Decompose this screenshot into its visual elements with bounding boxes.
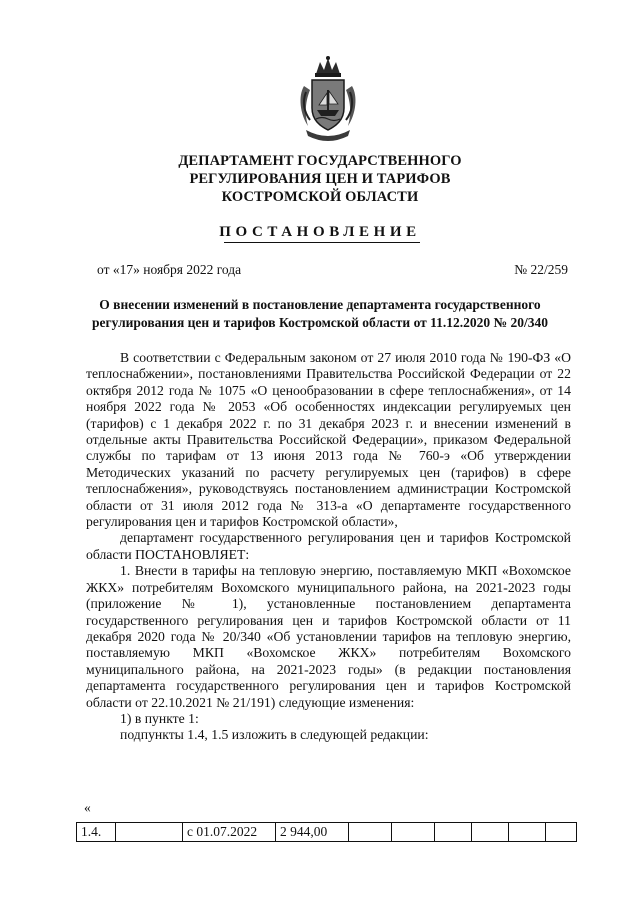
document-type-heading: ПОСТАНОВЛЕНИЕ	[219, 224, 421, 240]
clause-1-subitems-intro: подпункты 1.4, 1.5 изложить в следующей редакции:	[120, 727, 429, 743]
clause-1-item-1: 1) в пункте 1:	[120, 710, 199, 726]
document-subject	[60, 296, 580, 332]
department-title-line: РЕГУЛИРОВАНИЯ ЦЕН И ТАРИФОВ	[189, 171, 451, 187]
table-cell	[472, 823, 509, 842]
table-cell	[509, 823, 546, 842]
table-cell	[546, 823, 577, 842]
table-cell: с 01.07.2022	[183, 823, 276, 842]
tariff-table	[76, 822, 577, 842]
department-title-line: ДЕПАРТАМЕНТ ГОСУДАРСТВЕННОГО	[178, 153, 462, 169]
table-cell: 2 944,00	[276, 823, 349, 842]
table-cell	[435, 823, 472, 842]
document-number: № 22/259	[514, 262, 568, 277]
table-cell	[392, 823, 435, 842]
document-date: от «17» ноября 2022 года	[97, 262, 242, 277]
table-cell: 1.4.	[77, 823, 116, 842]
clause-1-paragraph: 1. Внести в тарифы на тепловую энергию, поставляемую МКП «Вохомское ЖКХ» потребителям Вохомского муниципального района, на 2021-2023 годы (приложение № 1), установленные постановлением департамента государственного регулирования цен и тарифов Костромской области от 11 декабря 2020 года № 20/340 «Об установлении тарифов на тепловую энергию, поставляемую МКП «Вохомское ЖКХ» потребителям Вохомского муниципального района, на 2021-2023 годы» (в редакции постановления департамента государственного регулирования цен и тарифов Костромской области от 22.10.2021 № 21/191) следующие изменения:	[86, 563, 571, 710]
subject-line: регулирования цен и тарифов Костромской области от 11.12.2020 № 20/340	[92, 315, 548, 330]
resolves-paragraph: департамент государственного регулирования цен и тарифов Костромской области ПОСТАНОВЛЯЕТ:	[86, 530, 571, 562]
department-title-line: КОСТРОМСКОЙ ОБЛАСТИ	[221, 189, 419, 205]
table-row	[77, 823, 577, 842]
table-cell	[349, 823, 392, 842]
department-title	[0, 152, 640, 206]
document-body	[86, 350, 571, 744]
opening-quote-mark: «	[84, 800, 91, 815]
table-cell	[116, 823, 183, 842]
heading-underline	[224, 242, 420, 243]
preamble-paragraph: В соответствии с Федеральным законом от 27 июля 2010 года № 190-ФЗ «О теплоснабжении», постановлениями Правительства Российской Федерации от 22 октября 2012 года № 1075 «О ценообразовании в сфере теплоснабжения», от 14 ноября 2022 года № 2053 «Об особенностях индексации регулируемых цен (тарифов) с 1 декабря 2022 г. по 31 декабря 2023 г. и внесении изменений в отдельные акты Правительства Российской Федерации», приказом Федеральной службы по тарифам от 13 июня 2013 года № 760-э «Об утверждении Методических указаний по расчету регулируемых цен (тарифов) в сфере теплоснабжения», руководствуясь постановлением администрации Костромской области от 31 июля 2012 года № 313-а «О департаменте государственного регулирования цен и тарифов Костромской области»,	[86, 350, 571, 530]
subject-line: О внесении изменений в постановление департамента государственного	[99, 297, 541, 312]
coat-of-arms-icon	[296, 56, 360, 142]
